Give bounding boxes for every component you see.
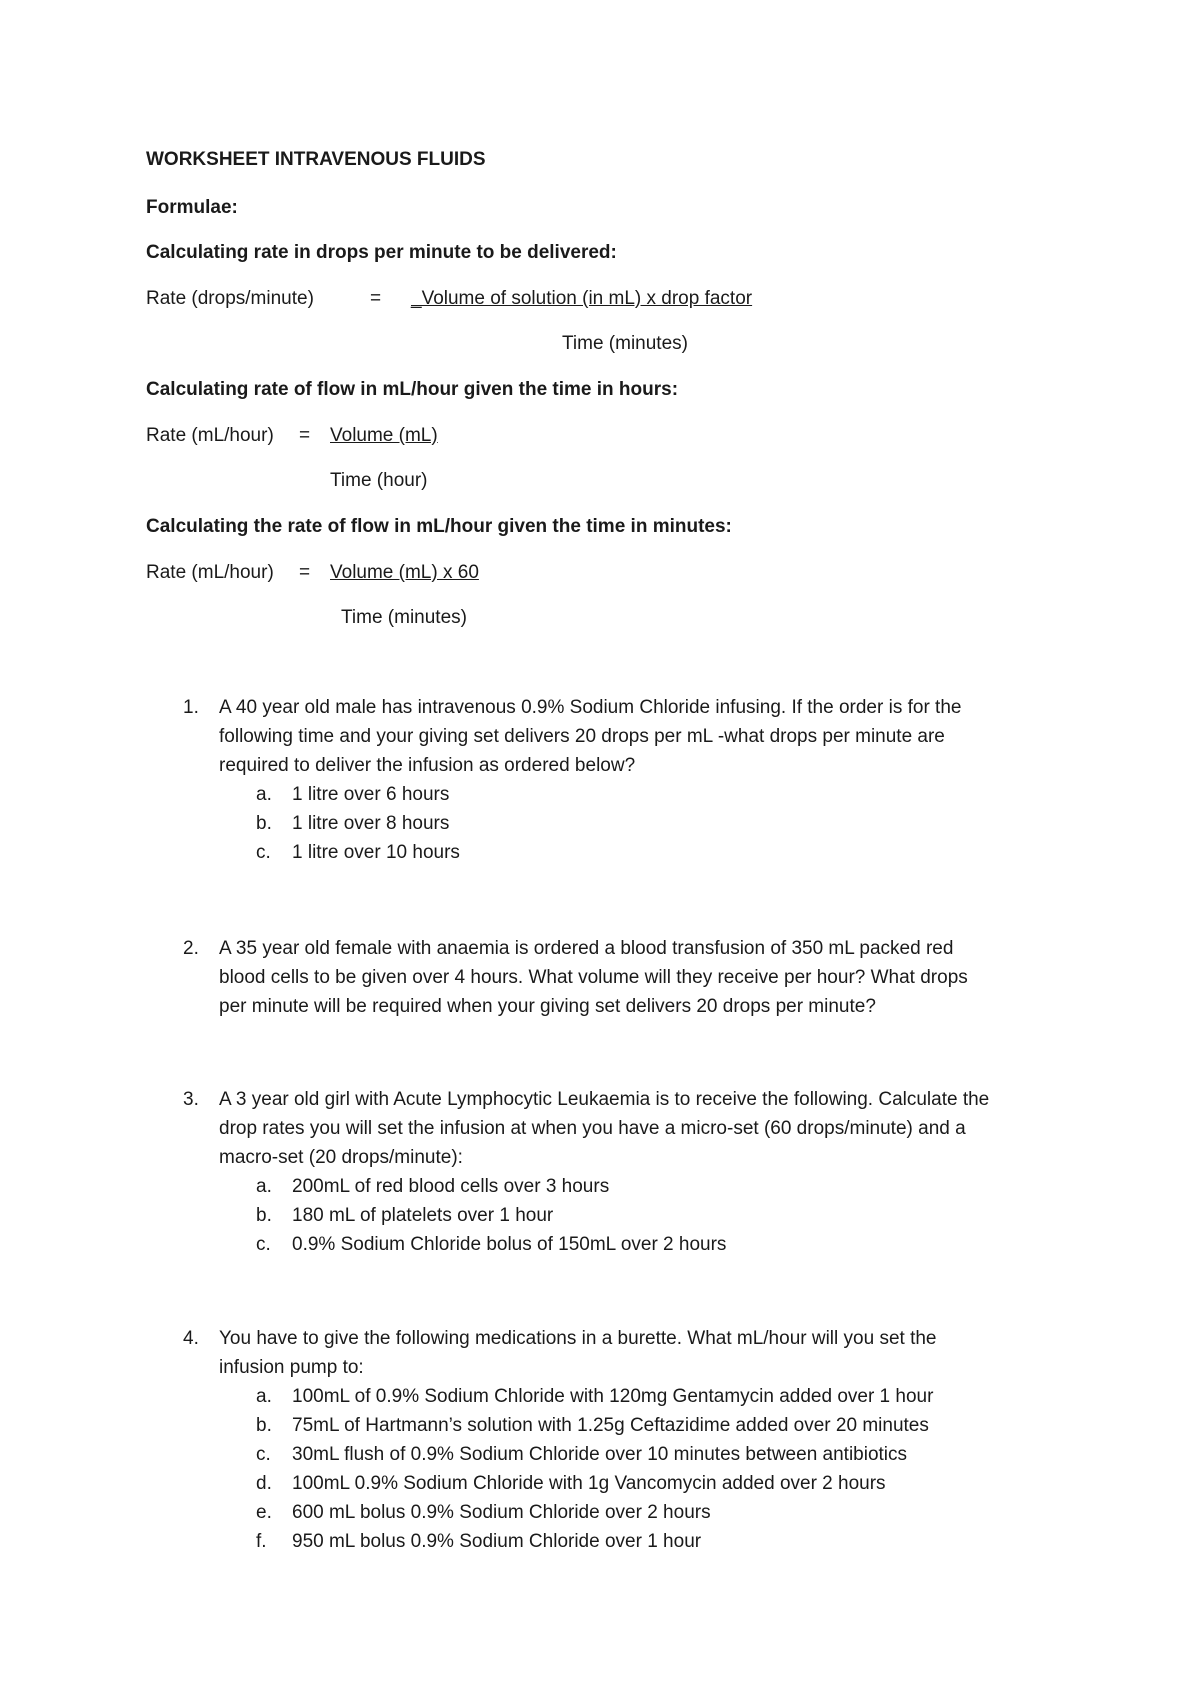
item-text: 0.9% Sodium Chloride bolus of 150mL over 2 hours [292, 1234, 727, 1255]
question-3-line-2: drop rates you will set the infusion at when you have a micro-set (60 drops/minute) and a [219, 1118, 966, 1139]
item-text: 1 litre over 6 hours [292, 784, 450, 805]
item-text: 200mL of red blood cells over 3 hours [292, 1176, 610, 1197]
question-1-line-3: required to deliver the infusion as ordered below? [219, 755, 636, 776]
question-2-line-3: per minute will be required when your giving set delivers 20 drops per minute? [219, 996, 876, 1017]
question-1-item-c [256, 838, 460, 867]
formula-3-denominator: Time (minutes) [341, 607, 467, 628]
question-1-item-b [256, 809, 449, 838]
question-4-item-a [256, 1382, 933, 1411]
question-4-item-c [256, 1440, 907, 1469]
item-letter: f. [256, 1531, 267, 1552]
item-text: 75mL of Hartmann’s solution with 1.25g Ceftazidime added over 20 minutes [292, 1415, 929, 1436]
item-text: 180 mL of platelets over 1 hour [292, 1205, 554, 1226]
question-2-number: 2. [183, 938, 199, 959]
item-text: 1 litre over 10 hours [292, 842, 460, 863]
question-1-item-a [256, 780, 449, 809]
formula-1-equals: = [370, 288, 382, 309]
question-3-text [219, 1085, 989, 1172]
item-text: 600 mL bolus 0.9% Sodium Chloride over 2 hours [292, 1502, 711, 1523]
question-1-line-2: following time and your giving set delivers 20 drops per mL -what drops per minute are [219, 726, 945, 747]
formula-3-lhs: Rate (mL/hour) [146, 562, 274, 583]
question-2-text [219, 934, 968, 1021]
formula-2-numerator: Volume (mL) [330, 425, 438, 446]
item-letter: a. [256, 784, 272, 805]
item-text: 950 mL bolus 0.9% Sodium Chloride over 1 hour [292, 1531, 702, 1552]
formula-2-equals: = [299, 425, 311, 446]
item-letter: d. [256, 1473, 272, 1494]
page-title: WORKSHEET INTRAVENOUS FLUIDS [146, 149, 486, 170]
question-3-item-a [256, 1172, 609, 1201]
item-letter: c. [256, 1444, 271, 1465]
formula-2-heading: Calculating rate of flow in mL/hour given the time in hours: [146, 379, 679, 400]
formula-1-heading: Calculating rate in drops per minute to be delivered: [146, 242, 617, 263]
formula-1-denominator: Time (minutes) [562, 333, 688, 354]
formula-1-lhs: Rate (drops/minute) [146, 288, 314, 309]
question-4-line-1: You have to give the following medications in a burette. What mL/hour will you set the [219, 1328, 937, 1349]
question-3-line-3: macro-set (20 drops/minute): [219, 1147, 463, 1168]
item-letter: c. [256, 1234, 271, 1255]
formula-2-denominator: Time (hour) [330, 470, 428, 491]
item-letter: a. [256, 1386, 272, 1407]
item-letter: e. [256, 1502, 272, 1523]
question-1-line-1: A 40 year old male has intravenous 0.9% Sodium Chloride infusing. If the order is for the [219, 697, 962, 718]
question-4-item-d [256, 1469, 886, 1498]
question-1-number: 1. [183, 697, 199, 718]
item-text: 30mL flush of 0.9% Sodium Chloride over 10 minutes between antibiotics [292, 1444, 908, 1465]
formula-2-lhs: Rate (mL/hour) [146, 425, 274, 446]
question-4-item-b [256, 1411, 929, 1440]
question-2-line-1: A 35 year old female with anaemia is ordered a blood transfusion of 350 mL packed red [219, 938, 954, 959]
item-text: 100mL of 0.9% Sodium Chloride with 120mg Gentamycin added over 1 hour [292, 1386, 934, 1407]
question-4-text [219, 1324, 936, 1382]
formula-1-numerator: _Volume of solution (in mL) x drop factor [411, 288, 753, 309]
question-4-item-e [256, 1498, 711, 1527]
formula-3-numerator: Volume (mL) x 60 [330, 562, 479, 583]
item-letter: c. [256, 842, 271, 863]
formula-3-equals: = [299, 562, 311, 583]
item-letter: a. [256, 1176, 272, 1197]
item-letter: b. [256, 1415, 272, 1436]
question-4-item-f [256, 1527, 701, 1556]
item-letter: b. [256, 1205, 272, 1226]
question-1-text [219, 693, 961, 780]
item-text: 100mL 0.9% Sodium Chloride with 1g Vancomycin added over 2 hours [292, 1473, 886, 1494]
question-3-line-1: A 3 year old girl with Acute Lymphocytic Leukaemia is to receive the following. Calculate the [219, 1089, 990, 1110]
formula-3-heading: Calculating the rate of flow in mL/hour given the time in minutes: [146, 516, 732, 537]
question-3-item-c [256, 1230, 726, 1259]
question-2-line-2: blood cells to be given over 4 hours. What volume will they receive per hour? What drops [219, 967, 968, 988]
question-3-number: 3. [183, 1089, 199, 1110]
question-4-number: 4. [183, 1328, 199, 1349]
formulae-heading: Formulae: [146, 197, 238, 218]
question-3-item-b [256, 1201, 553, 1230]
item-letter: b. [256, 813, 272, 834]
question-4-line-2: infusion pump to: [219, 1357, 364, 1378]
item-text: 1 litre over 8 hours [292, 813, 450, 834]
